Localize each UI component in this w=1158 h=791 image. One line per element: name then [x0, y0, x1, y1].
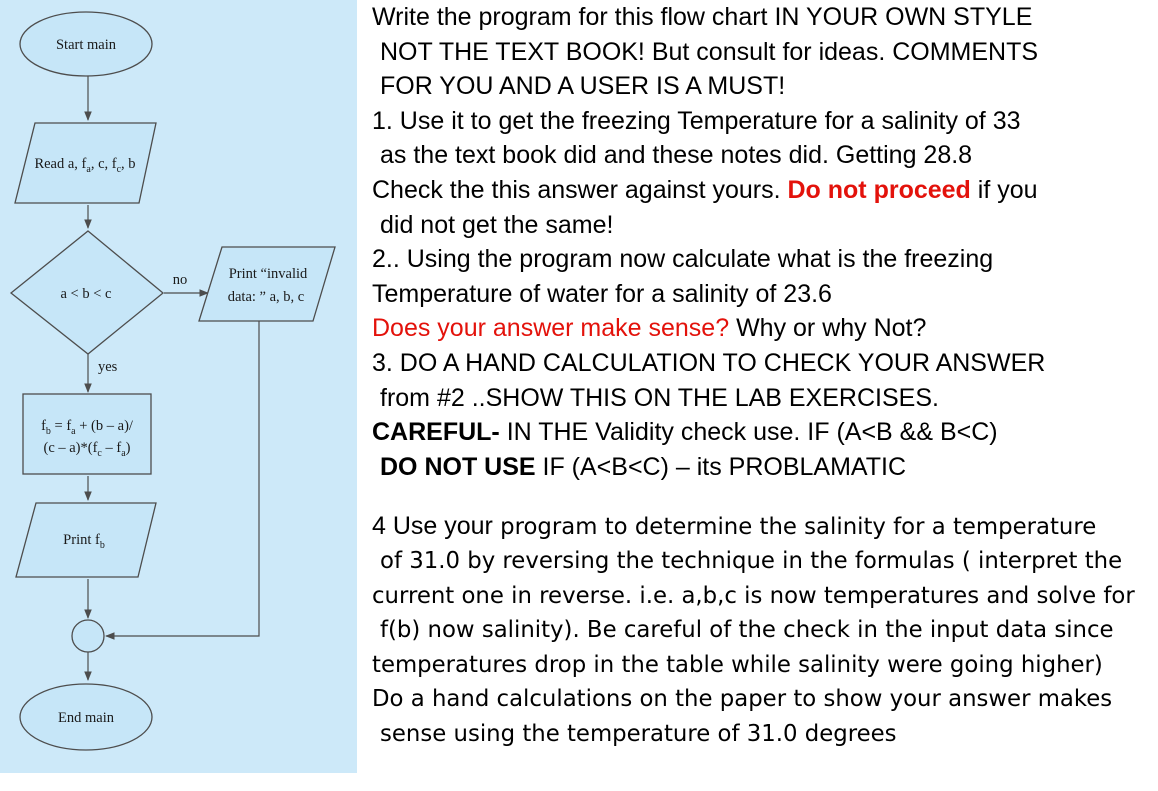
- instruction-line: from #2 ..SHOW THIS ON THE LAB EXERCISES.: [380, 383, 939, 412]
- instruction-line: sense using the temperature of 31.0 degrees: [380, 720, 897, 747]
- print-invalid-box: [199, 247, 335, 321]
- instruction-line: of 31.0 by reversing the technique in the formulas ( interpret the: [380, 547, 1123, 574]
- flowchart-diagram: [0, 0, 357, 773]
- instructions-text: [372, 0, 1158, 751]
- instruction-line: Temperature of water for a salinity of 23.6: [372, 279, 832, 308]
- instruction-line: temperatures drop in the table while salinity were going higher): [372, 651, 1103, 678]
- merge-connector: [72, 620, 104, 652]
- instruction-line: CAREFUL- IN THE Validity check use. IF (A<B && B<C): [372, 418, 998, 447]
- instruction-line: did not get the same!: [380, 210, 614, 239]
- instruction-line: 1. Use it to get the freezing Temperature for a salinity of 33: [372, 106, 1021, 135]
- formula-line2: $(c - a)*(f_c - f_a)$: [43, 440, 131, 459]
- formula-process-box: [23, 394, 151, 474]
- no-branch-label: no: [172, 272, 188, 288]
- read-input-label: Read a, $f_a$, c, $f_c$, b: [34, 156, 136, 175]
- instruction-line: NOT THE TEXT BOOK! But consult for ideas. COMMENTS: [380, 37, 1039, 66]
- print-invalid-line2: data: ” a, b, c: [227, 289, 305, 305]
- instruction-line: Write the program for this flow chart IN YOUR OWN STYLE: [372, 3, 1033, 31]
- print-invalid-line1: Print “invalid: [228, 266, 308, 282]
- careful-label: CAREFUL-: [372, 418, 500, 447]
- yes-branch-label: yes: [98, 359, 118, 375]
- instruction-line: 3. DO A HAND CALCULATION TO CHECK YOUR ANSWER: [372, 348, 1046, 377]
- instruction-line: 2.. Using the program now calculate what is the freezing: [372, 245, 994, 274]
- warning-do-not-proceed: Do not proceed: [787, 175, 971, 204]
- instruction-line: 4 Use your program to determine the salinity for a temperature: [372, 512, 1097, 541]
- instruction-line: Do a hand calculations on the paper to show your answer makes: [372, 686, 1113, 713]
- sense-question: Does your answer make sense?: [372, 314, 730, 343]
- decision-label: a < b < c: [60, 286, 112, 302]
- start-label: Start main: [55, 37, 117, 53]
- instruction-line: current one in reverse. i.e. a,b,c is now temperatures and solve for: [372, 582, 1135, 609]
- arrow-invalid-to-connector: [106, 321, 259, 636]
- instruction-line: Does your answer make sense? Why or why Not?: [372, 314, 927, 343]
- instruction-line: f(b) now salinity). Be careful of the check in the input data since: [380, 617, 1114, 644]
- do-not-use-label: DO NOT USE: [380, 452, 536, 481]
- instruction-line: Check the this answer against yours. Do not proceed if you: [372, 175, 1038, 204]
- print-fb-label: Print $f_b$: [63, 532, 105, 551]
- end-label: End main: [58, 710, 114, 726]
- formula-line1: $f_b = f_a + (b - a)/$: [41, 418, 133, 437]
- instruction-line: FOR YOU AND A USER IS A MUST!: [380, 72, 786, 101]
- instruction-line: as the text book did and these notes did. Getting 28.8: [380, 141, 973, 170]
- instruction-line: DO NOT USE IF (A<B<C) – its PROBLAMATIC: [380, 452, 907, 481]
